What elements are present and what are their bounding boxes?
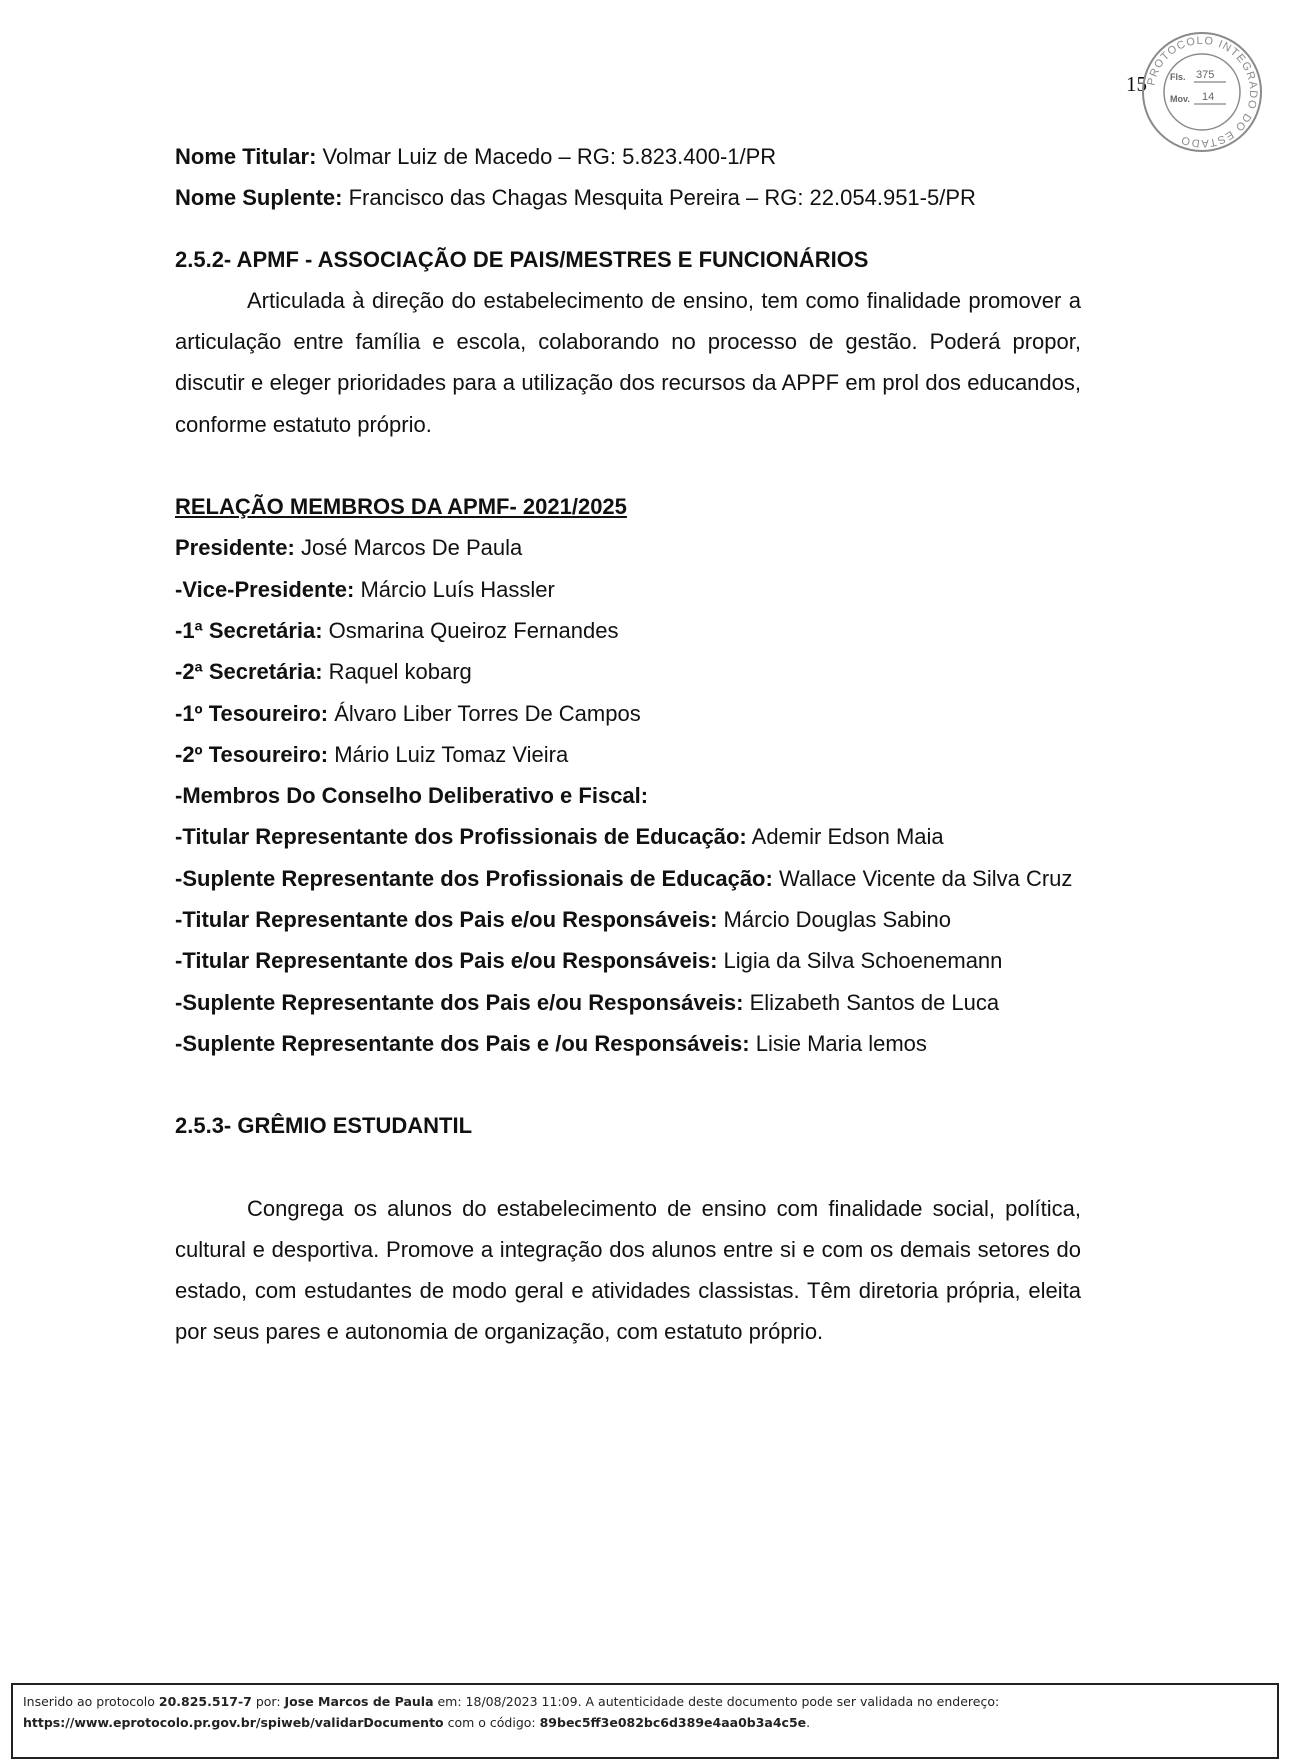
apmf-heading: 2.5.2- APMF - ASSOCIAÇÃO DE PAIS/MESTRES E FUNCIONÁRIOS: [175, 246, 869, 272]
member-name: Osmarina Queiroz Fernandes: [322, 617, 619, 643]
footer-text: em: 18/08/2023 11:09. A autenticidade deste documento pode ser validada no endereço:: [433, 1694, 1000, 1709]
suplente-line: [175, 177, 1081, 218]
footer-validation-code: 89bec5ff3e082bc6d389e4aa0b3a4c5e: [539, 1715, 807, 1730]
member-role: -Titular Representante dos Pais e/ou Responsáveis:: [175, 907, 718, 933]
protocol-stamp: [1140, 30, 1264, 154]
stamp-mov-value: 14: [1202, 91, 1215, 103]
member-line: [175, 569, 1081, 610]
members-list: [175, 527, 1081, 1064]
member-line: [175, 940, 1081, 981]
member-line: [175, 651, 1081, 692]
member-line: [175, 816, 1081, 857]
member-name: Mário Luiz Tomaz Vieira: [328, 741, 569, 767]
member-name: Elizabeth Santos de Luca: [743, 989, 1000, 1015]
member-name: Ligia da Silva Schoenemann: [717, 948, 1003, 974]
member-name: Álvaro Liber Torres De Campos: [328, 700, 641, 726]
footer-author: Jose Marcos de Paula: [284, 1694, 434, 1709]
page-number: 15: [1126, 72, 1147, 96]
member-role: -Suplente Representante dos Profissionais de Educação:: [175, 865, 773, 891]
titular-line: [175, 136, 1081, 177]
member-line: [175, 610, 1081, 651]
member-name: Lisie Maria lemos: [749, 1030, 927, 1056]
member-line: [175, 1023, 1081, 1064]
gremio-heading: 2.5.3- GRÊMIO ESTUDANTIL: [175, 1113, 473, 1139]
member-role: -Suplente Representante dos Pais e /ou Responsáveis:: [175, 1030, 750, 1056]
member-line: [175, 734, 1081, 775]
member-name: Ademir Edson Maia: [746, 824, 944, 850]
member-role: -1º Tesoureiro:: [175, 700, 329, 726]
member-line: [175, 775, 1081, 816]
suplente-value: Francisco das Chagas Mesquita Pereira – RG: 22.054.951-5/PR: [342, 185, 976, 211]
footer-validation-link[interactable]: https://www.eprotocolo.pr.gov.br/spiweb/validarDocumento: [23, 1715, 444, 1730]
gremio-paragraph: Congrega os alunos do estabelecimento de ensino com finalidade social, política, cultural e desportiva. Promove a integração dos alunos entre si e com os demais setores do estado, com estudantes de modo geral e atividades classistas. Têm diretoria própria, eleita por seus pares e autonomia de organização, com estatuto próprio.: [175, 1195, 1081, 1345]
member-name: Márcio Douglas Sabino: [717, 907, 952, 933]
member-line: [175, 899, 1081, 940]
footer-protocol-number: 20.825.517-7: [158, 1694, 252, 1709]
stamp-seal-icon: [1140, 30, 1264, 154]
member-line: [175, 858, 1081, 899]
member-role: Presidente:: [175, 535, 295, 561]
footer-text: com o código:: [443, 1715, 540, 1730]
member-role: -Membros Do Conselho Deliberativo e Fiscal:: [175, 783, 649, 809]
member-role: -2ª Secretária:: [175, 659, 323, 685]
member-line: [175, 982, 1081, 1023]
stamp-fls-label: Fls.: [1170, 72, 1186, 82]
validation-footer: [11, 1683, 1279, 1759]
member-role: -1ª Secretária:: [175, 617, 323, 643]
stamp-fls-value: 375: [1196, 69, 1215, 81]
titular-label: Nome Titular:: [175, 144, 317, 169]
suplente-label: Nome Suplente:: [175, 185, 343, 211]
stamp-mov-label: Mov.: [1170, 94, 1190, 104]
member-role: -Titular Representante dos Profissionais de Educação:: [175, 824, 747, 850]
member-role: -Suplente Representante dos Pais e/ou Responsáveis:: [175, 989, 744, 1015]
footer-text: Inserido ao protocolo: [23, 1694, 159, 1709]
titular-value: Volmar Luiz de Macedo – RG: 5.823.400-1/PR: [316, 144, 777, 169]
member-name: Wallace Vicente da Silva Cruz: [772, 865, 1073, 891]
member-role: -2º Tesoureiro:: [175, 741, 329, 767]
stamp-ring-text: PROTOCOLO INTEGRADO DO ESTADO: [1145, 34, 1260, 150]
member-role: -Vice-Presidente:: [175, 576, 355, 602]
member-name: Raquel kobarg: [322, 659, 472, 685]
members-title: RELAÇÃO MEMBROS DA APMF- 2021/2025: [175, 494, 627, 520]
document-body: [175, 136, 1081, 1353]
footer-text: por:: [251, 1694, 285, 1709]
footer-text: .: [806, 1715, 811, 1730]
member-name: Márcio Luís Hassler: [354, 576, 555, 602]
member-name: José Marcos De Paula: [294, 535, 523, 561]
apmf-paragraph: Articulada à direção do estabelecimento de ensino, tem como finalidade promover a articulação entre família e escola, colaborando no processo de gestão. Poderá propor, discutir e eleger prioridades para a utilização dos recursos da APPF em prol dos educandos, conforme estatuto próprio.: [175, 287, 1081, 437]
member-line: [175, 527, 1081, 568]
member-role: -Titular Representante dos Pais e/ou Responsáveis:: [175, 948, 718, 974]
member-line: [175, 693, 1081, 734]
